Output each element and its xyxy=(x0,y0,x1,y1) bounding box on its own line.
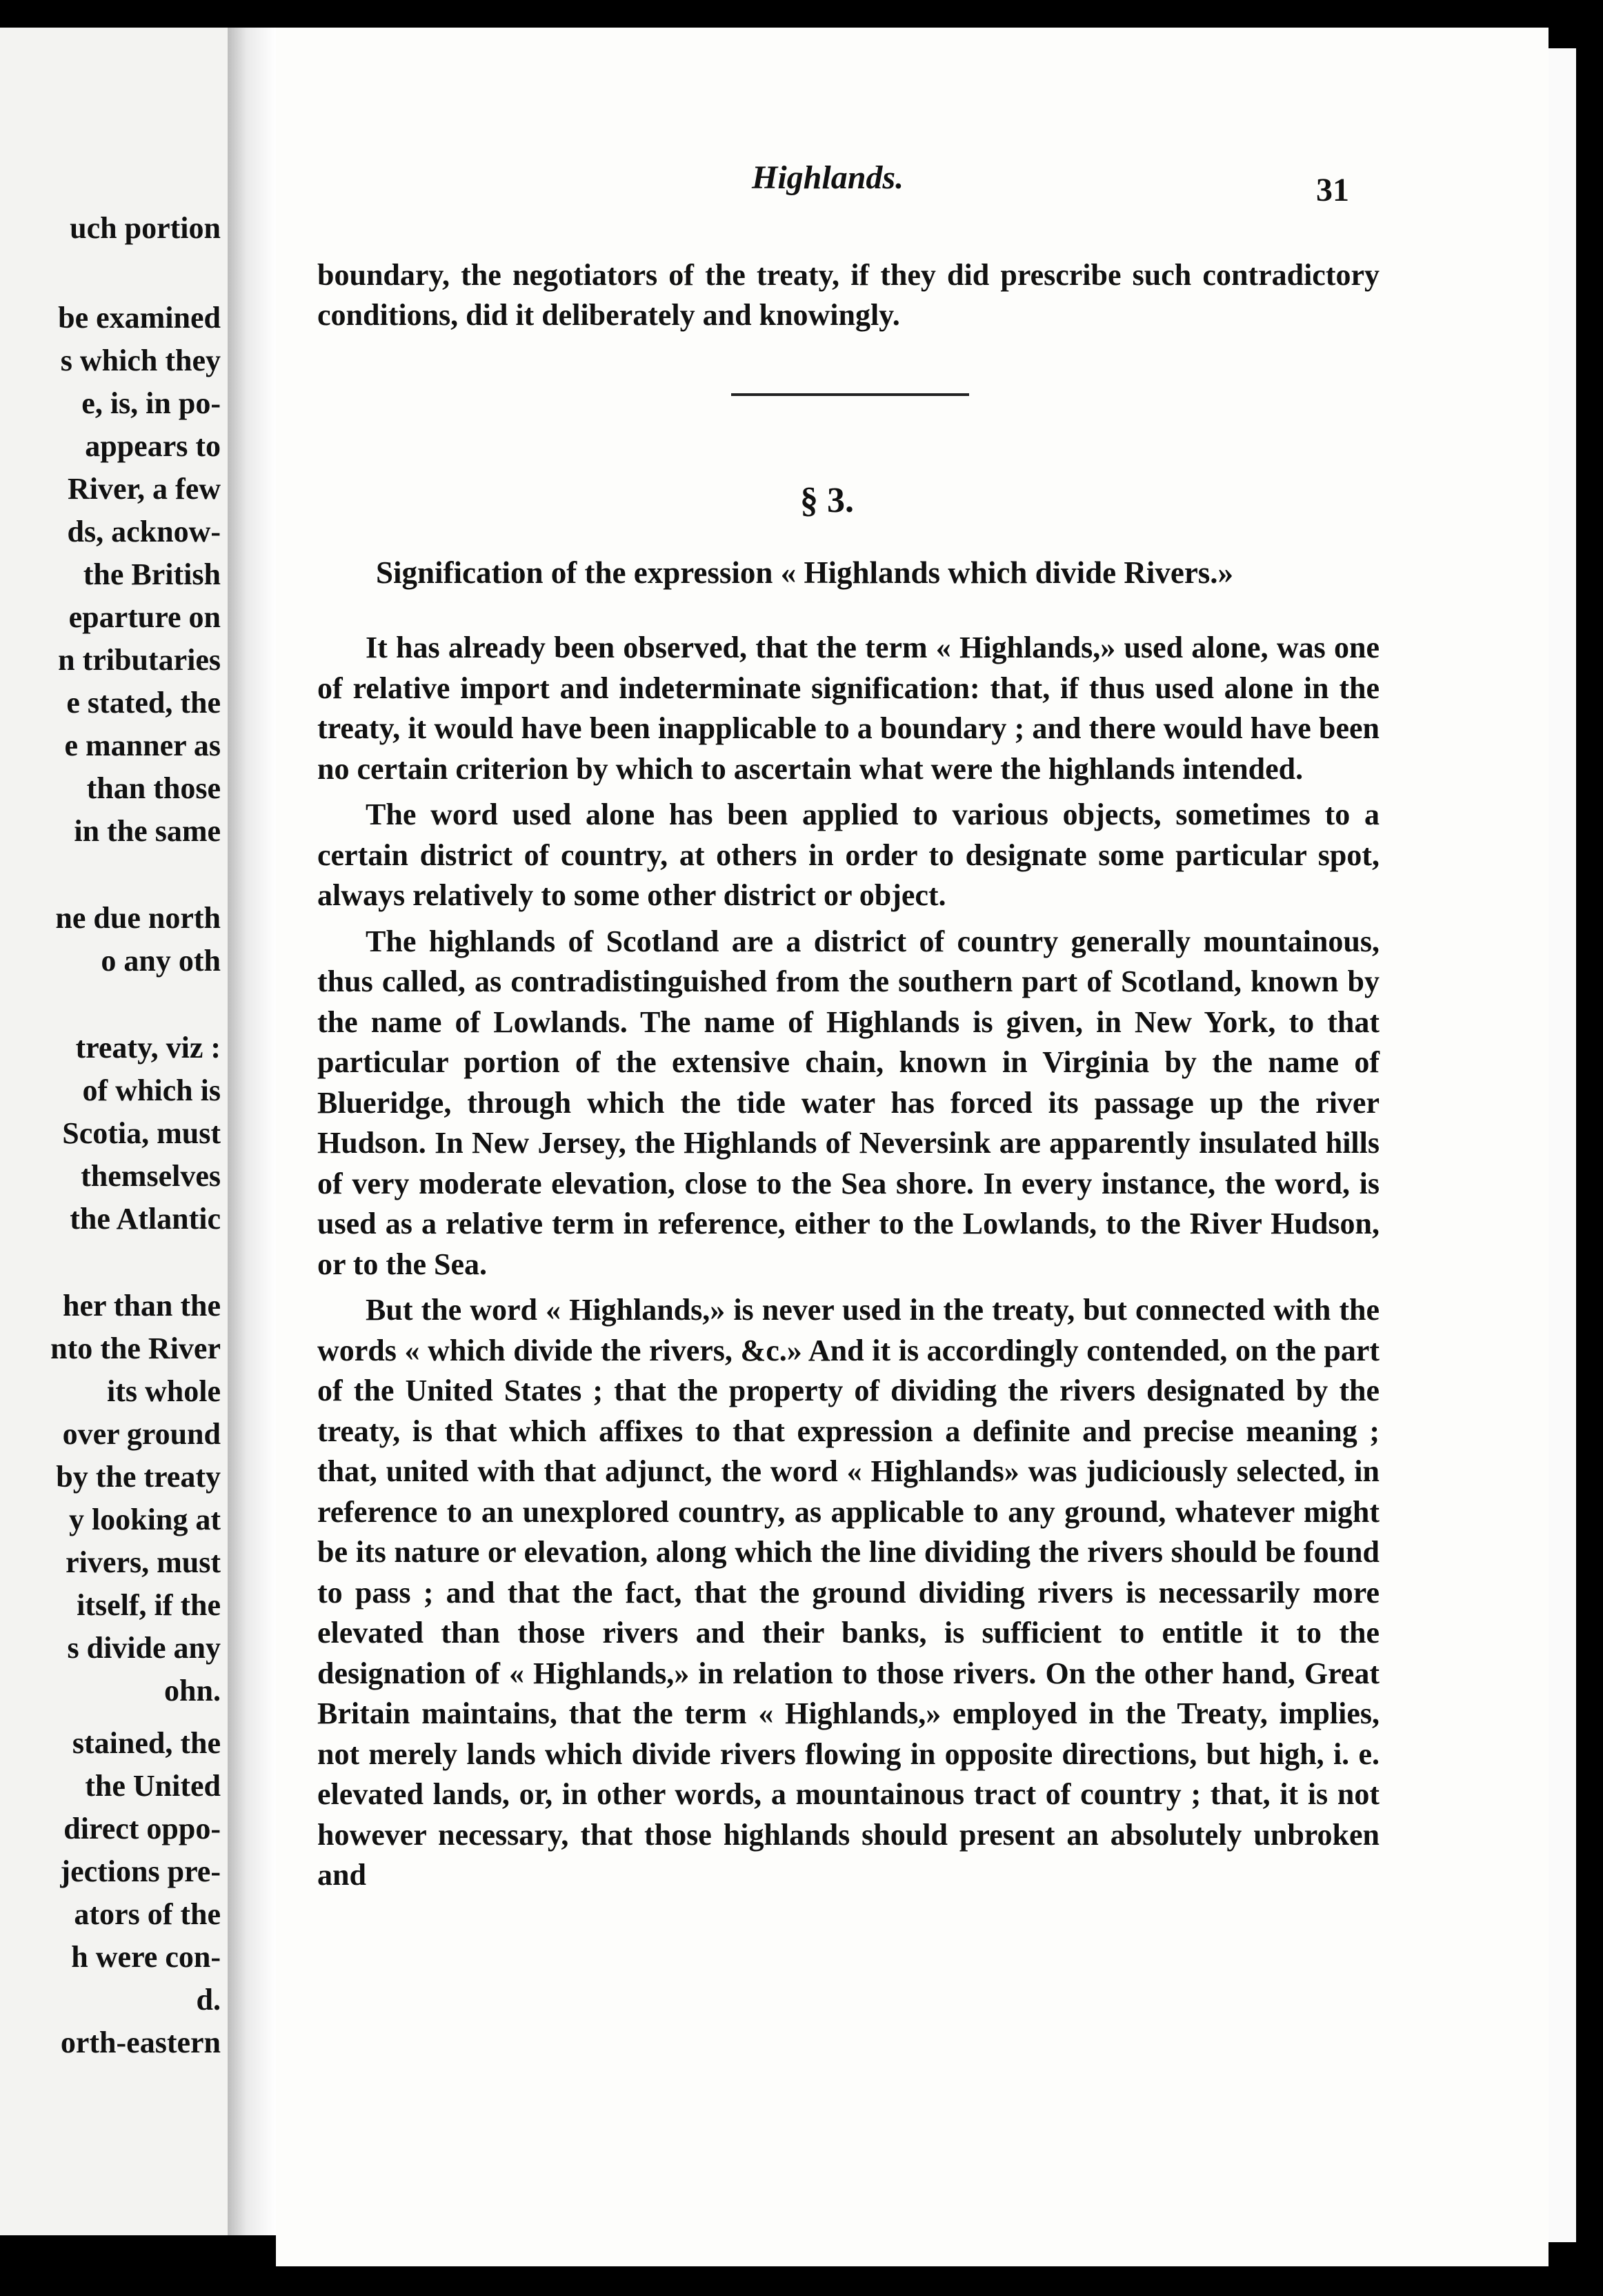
left-page-line: e, is, in po- xyxy=(81,386,221,420)
section-rule xyxy=(731,393,969,396)
paragraph: It has already been observed, that the term « Highlands,» used alone, was one of relative import and indeterminate signification: that, if thus used alone in the treaty, it would have been inapplicable to a boundary ; and there would have been no certain criterion by which to ascertain what were the highlands intended. xyxy=(317,631,1380,786)
left-page-line: themselves xyxy=(81,1159,221,1193)
left-page-line: in the same xyxy=(74,814,221,848)
left-page-line: than those xyxy=(86,771,221,805)
left-page-line: direct oppo- xyxy=(63,1812,221,1845)
page-number: 31 xyxy=(1316,172,1349,208)
left-page-line: stained, the xyxy=(72,1726,221,1760)
page-edge xyxy=(1549,48,1576,2242)
left-page-line: eparture on xyxy=(68,600,221,634)
left-page-line: h were con- xyxy=(71,1940,221,1974)
paragraph: But the word « Highlands,» is never used in the treaty, but connected with the words « which divide the rivers, &c.» And it is accordingly contended, on the part of the United States ; that the property of dividing the rivers designated by the treaty, is that which affixes to that expression a definite and precise meaning ; that, united with that adjunct, the word « Highlands» was judiciously selected, in reference to an unexplored country, as applicable to any ground, whatever might be its nature or elevation, along which the line dividing the rivers should be found to pass ; and that the fact, that the ground dividing rivers is necessarily more elevated than those rivers and their banks, is sufficient to entitle it to the designation of « Highlands,» in relation to those rivers. On the other hand, Great Britain maintains, that the term « Highlands,» employed in the Treaty, implies, not merely lands which divide rivers flowing in opposite directions, but high, i. e. elevated lands, or, in other words, a mountainous tract of country ; that, it is not however necessary, that those highlands should present an absolutely unbroken and xyxy=(317,1293,1380,1892)
book-gutter xyxy=(228,28,276,2235)
left-page-line: nto the River xyxy=(50,1332,221,1365)
continuation-paragraph: boundary, the negotiators of the treaty, if they did prescribe such contradictory conditions, did it deliberately and knowingly. xyxy=(317,258,1380,332)
continuation-text xyxy=(317,255,1380,335)
left-page-line: Scotia, must xyxy=(62,1116,221,1150)
left-page-line: o any oth xyxy=(101,944,221,978)
paragraph: The highlands of Scotland are a district of country generally mountainous, thus called, as contradistinguished from the southern part of Scotland, known by the name of Lowlands. The name of Highlands is given, in New York, to that particular portion of the extensive chain, known in Virginia by the name of Blueridge, through which the tide water has forced its passage up the river Hudson. In New Jersey, the Highlands of Neversink are apparently insulated hills of very moderate elevation, close to the Sea shore. In every instance, the word, is used as a relative term in reference, either to the Lowlands, to the River Hudson, or to the Sea. xyxy=(317,924,1380,1281)
left-page-line: s divide any xyxy=(67,1631,221,1665)
left-page-line: the Atlantic xyxy=(70,1202,221,1236)
left-page-line: the British xyxy=(83,557,221,591)
left-page-line: be examined xyxy=(58,301,221,335)
paragraph: The word used alone has been applied to various objects, sometimes to a certain district of country, at others in order to designate some particular spot, always relatively to some other district or object. xyxy=(317,798,1380,912)
left-page-line: treaty, viz : xyxy=(75,1031,221,1065)
left-page-line: n tributaries xyxy=(58,643,221,677)
left-page-line: over ground xyxy=(62,1417,221,1451)
section-number: § 3. xyxy=(800,481,854,520)
section-body xyxy=(317,628,1380,1901)
left-page-line: ohn. xyxy=(164,1674,221,1708)
left-page-line: jections pre- xyxy=(60,1854,221,1888)
left-page-line: d. xyxy=(196,1983,221,2017)
left-page-line: by the treaty xyxy=(56,1460,221,1494)
left-page-line: rivers, must xyxy=(66,1545,221,1579)
left-page-line: ds, acknow- xyxy=(67,515,221,548)
left-page-line: its whole xyxy=(107,1374,221,1408)
left-page-line: River, a few xyxy=(68,472,221,506)
left-page-line: of which is xyxy=(82,1073,221,1107)
left-page-line: ne due north xyxy=(55,901,221,935)
left-page-line: her than the xyxy=(63,1289,221,1323)
left-page xyxy=(0,28,228,2235)
left-page-line: appears to xyxy=(85,429,221,463)
left-page-line: the United xyxy=(85,1769,221,1803)
left-page-line: orth-eastern xyxy=(60,2026,221,2059)
left-page-line: uch portion xyxy=(70,211,221,245)
running-head: Highlands. xyxy=(752,159,904,196)
section-title: Signification of the expression « Highlands which divide Rivers.» xyxy=(376,555,1234,590)
left-page-line: e manner as xyxy=(64,729,221,762)
left-page-line: y looking at xyxy=(68,1503,221,1536)
left-page-line: itself, if the xyxy=(77,1588,221,1622)
left-page-line: s which they xyxy=(60,344,221,377)
right-page xyxy=(276,28,1549,2266)
left-page-line: e stated, the xyxy=(66,686,221,720)
left-page-line: ators of the xyxy=(74,1897,221,1931)
